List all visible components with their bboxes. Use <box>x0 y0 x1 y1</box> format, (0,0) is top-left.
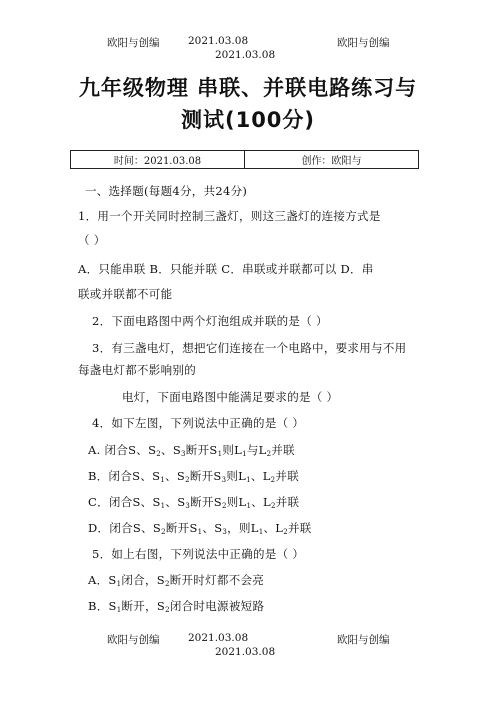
q2-stem: 2．下面电路图中两个灯泡组成并联的是（ ） <box>92 314 328 328</box>
meta-table <box>70 150 419 169</box>
page-title-line-2: 测试(100分) <box>180 108 316 132</box>
footer-left: 欧阳与创编 <box>107 634 160 646</box>
footer-date-2: 2021.03.08 <box>215 646 276 658</box>
q5-option-b: B．$S_1$断开，$S_2$闭合时电源被短路 <box>88 599 265 614</box>
section-heading: 一、选择题(每题4分，共24分) <box>85 184 248 198</box>
header-date: 2021.03.08 <box>188 35 249 47</box>
q1-line-1: 1．用一个开关同时控制三盏灯，则这三盏灯的连接方式是 <box>78 209 381 223</box>
q4-option-d: D．闭合S、$S_2$断开$S_1$、$S_3$，则$L_1$、$L_2$并联 <box>88 521 312 536</box>
q5-option-a: A．$S_1$闭合，$S_2$断开时灯都不会亮 <box>88 573 265 588</box>
meta-author: 创作：欧阳与 <box>301 156 362 167</box>
q3-line-1: 3．有三盏电灯，想把它们连接在一个电路中，要求用与不用 <box>92 341 407 355</box>
header-date-2: 2021.03.08 <box>215 49 276 61</box>
q4-option-b: B．闭合S、$S_1$、$S_2$断开$S_3$则$L_1$、$L_2$并联 <box>88 469 300 484</box>
q5-stem: 5．如上右图，下列说法中正确的是（ ） <box>92 547 305 561</box>
page-title-line-1: 九年级物理 串联、并联电路练习与 <box>78 76 418 100</box>
footer-right: 欧阳与创编 <box>337 634 390 646</box>
footer-date: 2021.03.08 <box>188 632 249 644</box>
q1-options-line-1: A．只能串联 B．只能并联 C．串联或并联都可以 D．串 <box>78 262 374 276</box>
q4-stem: 4．如下左图，下列说法中正确的是（ ） <box>92 416 305 430</box>
header-right: 欧阳与创编 <box>337 37 390 49</box>
q3-line-3: 电灯，下面电路图中能满足要求的是（ ） <box>122 390 339 404</box>
q1-line-2: （ ） <box>78 233 106 247</box>
q4-option-c: C．闭合S、$S_1$、$S_3$断开$S_2$则$L_1$、$L_2$并联 <box>88 495 300 510</box>
q3-line-2: 每盏电灯都不影响别的 <box>78 363 196 377</box>
meta-time: 时间：2021.03.08 <box>71 151 245 168</box>
q4-option-a: A. 闭合S、$S_2$、$S_3$断开$S_1$则$L_1$与$L_2$并联 <box>88 443 295 458</box>
q1-options-line-2: 联或并联都不可能 <box>78 287 173 301</box>
header-left: 欧阳与创编 <box>107 37 160 49</box>
